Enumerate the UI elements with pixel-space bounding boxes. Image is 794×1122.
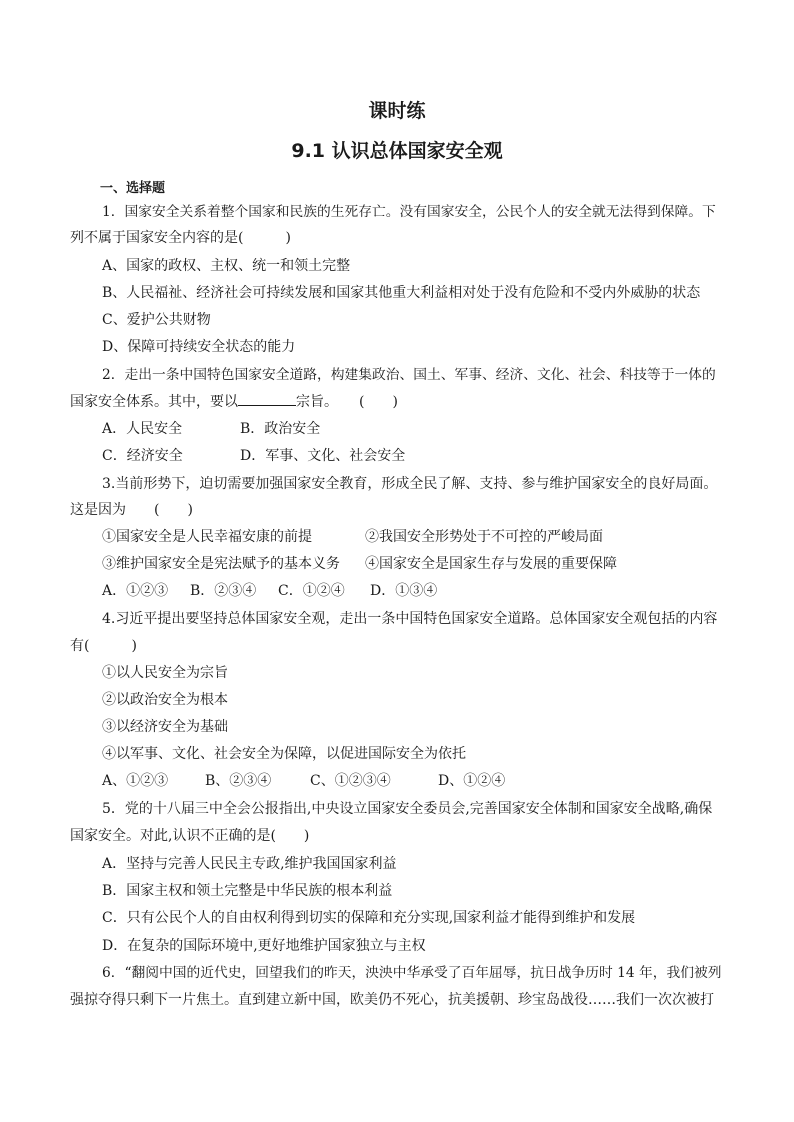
question-5-option-a: A．坚持与完善人民民主专政,维护我国国家利益 [102,856,397,872]
question-3-option-d: D．①③④ [370,583,438,599]
question-2-text: 2．走出一条中国特色国家安全道路，构建集政治、国土、军事、经济、文化、社会、科技等于一体的 [102,367,716,383]
question-3-statement-3: ③维护国家安全是宪法赋予的基本义务 [102,556,340,572]
question-1-text: 列不属于国家安全内容的是( ) [70,230,291,246]
question-2-option-b: B．政治安全 [240,421,321,437]
question-2-option-d: D．军事、文化、社会安全 [240,448,406,464]
section-heading: 一、选择题 [100,181,166,196]
question-4-statement-3: ③以经济安全为基础 [102,719,228,735]
question-5-text: 5．党的十八届三中全会公报指出,中央设立国家安全委员会,完善国家安全体制和国家安全战略,确保 [102,801,713,817]
question-3-statement-2: ②我国安全形势处于不可控的严峻局面 [365,529,603,545]
question-4-option-b: B、②③④ [205,773,272,789]
question-2-option-c: C．经济安全 [102,448,183,464]
question-4-text: 4.习近平提出要坚持总体国家安全观，走出一条中国特色国家安全道路。总体国家安全观包括的内容 [102,611,718,627]
question-3-statement-4: ④国家安全是国家生存与发展的重要保障 [365,556,617,572]
question-3-option-b: B．②③④ [190,583,257,599]
lesson-title: 9.1 认识总体国家安全观 [291,140,503,162]
question-1-option-d: D、保障可持续安全状态的能力 [102,339,296,355]
question-1-text: 1．国家安全关系着整个国家和民族的生死存亡。没有国家安全，公民个人的安全就无法得到保障。下 [102,204,716,220]
question-3-option-a: A．①②③ [102,583,169,599]
question-3-text: 这是因为 ( ) [70,502,193,518]
question-6-text: 强掠夺得只剩下一片焦土。直到建立新中国，欧美仍不死心，抗美援朝、珍宝岛战役……我们一次次被打 [70,992,714,1008]
question-4-option-d: D、①②④ [438,773,506,789]
question-5-option-b: B．国家主权和领土完整是中华民族的根本利益 [102,883,393,899]
question-1-option-c: C、爱护公共财物 [102,312,211,328]
question-3-statement-1: ①国家安全是人民幸福安康的前提 [102,529,312,545]
question-4-statement-1: ①以人民安全为宗旨 [102,665,228,681]
answer-blank [238,393,296,406]
question-4-statement-4: ④以军事、文化、社会安全为保障，以促进国际安全为依托 [102,746,466,762]
question-3-text: 3.当前形势下，迫切需要加强国家安全教育，形成全民了解、支持、参与维护国家安全的良好局面。 [102,476,718,492]
question-5-text: 国家安全。对此,认识不正确的是( ) [70,828,310,844]
question-1-option-b: B、人民福祉、经济社会可持续发展和国家其他重大利益相对处于没有危险和不受内外威胁的状态 [102,285,701,301]
question-2-option-a: A．人民安全 [102,421,183,437]
question-1-option-a: A、国家的政权、主权、统一和领土完整 [102,258,351,274]
question-4-statement-2: ②以政治安全为根本 [102,692,228,708]
question-2-text-prefix: 国家安全体系。其中，要以 [70,394,238,410]
question-4-option-c: C、①②③④ [310,773,391,789]
question-5-option-c: C．只有公民个人的自由权利得到切实的保障和充分实现,国家利益才能得到维护和发展 [102,910,636,926]
question-4-text: 有( ) [70,638,137,654]
question-5-option-d: D．在复杂的国际环境中,更好地维护国家独立与主权 [102,938,426,954]
question-3-option-c: C．①②④ [278,583,345,599]
question-2-text [70,393,398,411]
question-6-text: 6．“翻阅中国的近代史，回望我们的昨天，泱泱中华承受了百年屈辱，抗日战争历时 14 年，我们被列 [102,965,722,981]
question-4-option-a: A、①②③ [102,773,169,789]
question-2-text-suffix: 宗旨。 ( ) [296,394,398,410]
page-title: 课时练 [368,100,426,122]
